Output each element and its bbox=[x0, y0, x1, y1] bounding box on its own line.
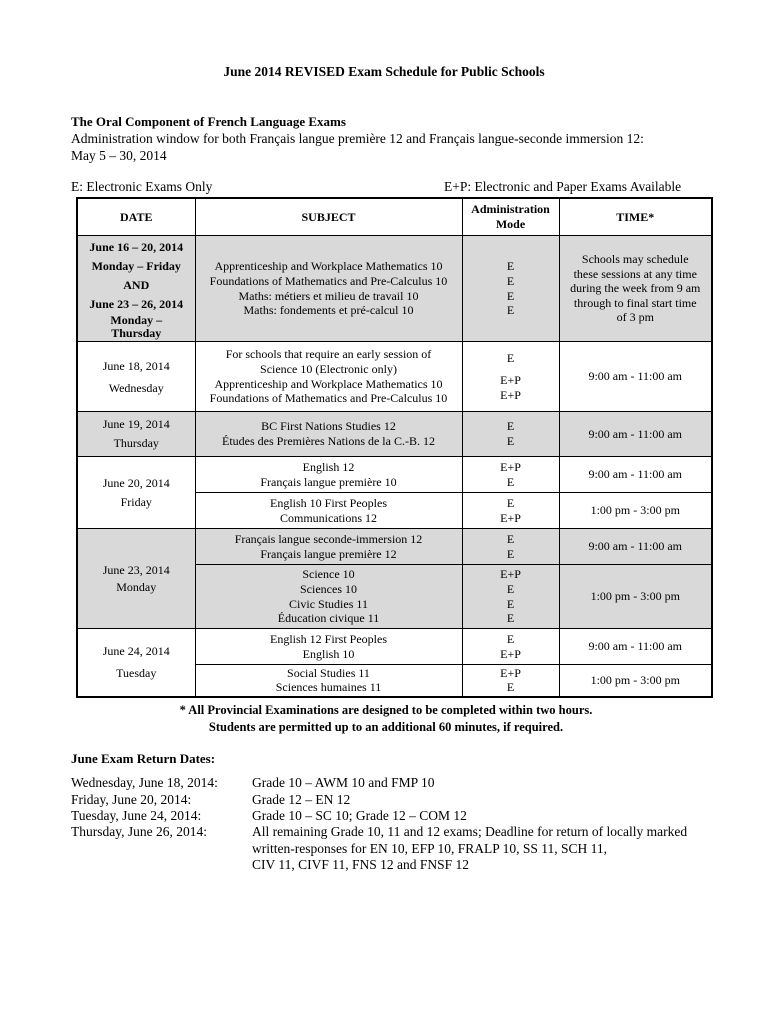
mode-line: E bbox=[506, 273, 515, 288]
mode-cell bbox=[462, 629, 559, 665]
mode-line: E bbox=[506, 474, 515, 489]
time-line: of 3 pm bbox=[616, 310, 654, 325]
subject-cell bbox=[195, 236, 462, 342]
mode-cell bbox=[462, 412, 559, 457]
return-date-detail: written-responses for EN 10, EFP 10, FRALP 10, SS 11, SCH 11, bbox=[252, 841, 608, 856]
date-line: Monday – bbox=[110, 312, 163, 327]
page-title: June 2014 REVISED Exam Schedule for Public Schools bbox=[223, 64, 545, 79]
mode-cell bbox=[462, 665, 559, 697]
header-subject: SUBJECT bbox=[195, 198, 462, 236]
mode-line: E+P bbox=[500, 459, 521, 474]
date-line: Wednesday bbox=[108, 380, 164, 395]
subject-line: Science 10 bbox=[302, 567, 355, 582]
table-row bbox=[77, 236, 712, 342]
time-line: Schools may schedule bbox=[581, 252, 689, 267]
date-line: June 18, 2014 bbox=[102, 358, 170, 373]
subject-cell bbox=[195, 412, 462, 457]
mode-line: E+P bbox=[500, 510, 521, 525]
subject-line: Civic Studies 11 bbox=[289, 596, 368, 611]
date-cell bbox=[77, 236, 195, 342]
table-row bbox=[77, 457, 712, 493]
header-mode-line: Mode bbox=[495, 217, 526, 231]
date-line: Thursday bbox=[111, 325, 162, 340]
date-line: June 20, 2014 bbox=[102, 475, 170, 490]
return-dates-heading: June Exam Return Dates: bbox=[71, 751, 216, 766]
subject-line: Communications 12 bbox=[280, 510, 377, 525]
mode-cell bbox=[462, 529, 559, 565]
table-row bbox=[77, 529, 712, 565]
date-line: June 19, 2014 bbox=[102, 417, 170, 431]
date-cell bbox=[77, 529, 195, 629]
mode-line: E bbox=[506, 546, 515, 561]
table-row bbox=[77, 342, 712, 412]
subject-line: Science 10 (Electronic only) bbox=[260, 361, 397, 376]
return-date-detail: CIV 11, CIVF 11, FNS 12 and FNSF 12 bbox=[252, 857, 470, 872]
mode-cell bbox=[462, 565, 559, 629]
footnote-line: Students are permitted up to an additional 60 minutes, if required. bbox=[208, 720, 564, 734]
legend-electronic-paper: E+P: Electronic and Paper Exams Available bbox=[444, 179, 682, 194]
mode-line: E bbox=[506, 680, 515, 695]
date-cell bbox=[77, 457, 195, 529]
return-date-detail: Grade 10 – AWM 10 and FMP 10 bbox=[252, 775, 435, 790]
time-line: these sessions at any time bbox=[573, 266, 697, 281]
time-line: during the week from 9 am bbox=[570, 281, 701, 296]
subject-line: English 12 First Peoples bbox=[269, 631, 387, 646]
subject-line: English 10 bbox=[302, 646, 355, 661]
oral-admin-window-dates: May 5 – 30, 2014 bbox=[71, 148, 167, 163]
oral-component-heading: The Oral Component of French Language Exams bbox=[71, 114, 346, 129]
subject-line: Éducation civique 11 bbox=[277, 611, 380, 626]
date-cell bbox=[77, 412, 195, 457]
mode-line: E bbox=[506, 259, 515, 274]
subject-line: Social Studies 11 bbox=[287, 665, 370, 680]
subject-line: Études des Premières Nations de la C.-B. 12 bbox=[222, 434, 435, 448]
subject-line: Sciences humaines 11 bbox=[275, 680, 382, 695]
subject-line: English 12 bbox=[302, 459, 355, 474]
mode-line: E bbox=[506, 350, 515, 365]
date-line: June 23 – 26, 2014 bbox=[89, 296, 184, 311]
mode-line: E bbox=[506, 631, 515, 646]
table-row bbox=[77, 412, 712, 457]
mode-line: E bbox=[506, 419, 515, 434]
subject-line: Foundations of Mathematics and Pre-Calculus 10 bbox=[209, 391, 448, 406]
return-date-label: Friday, June 20, 2014: bbox=[71, 792, 192, 807]
mode-line: E bbox=[506, 434, 515, 448]
header-date: DATE bbox=[77, 198, 195, 236]
subject-line: English 10 First Peoples bbox=[269, 495, 387, 510]
time-cell: 9:00 am - 11:00 am bbox=[559, 342, 712, 412]
subject-line: Français langue première 12 bbox=[260, 546, 397, 561]
mode-line: E+P bbox=[500, 646, 521, 661]
subject-cell bbox=[195, 342, 462, 412]
mode-line: E+P bbox=[500, 665, 521, 680]
mode-line: E+P bbox=[500, 387, 521, 402]
oral-admin-window-text: Administration window for both Français langue première 12 and Français langue-seconde immersion 12: bbox=[71, 131, 644, 146]
subject-line: Français langue première 10 bbox=[260, 474, 397, 489]
subject-cell bbox=[195, 457, 462, 493]
time-cell: 1:00 pm - 3:00 pm bbox=[559, 665, 712, 697]
mode-line: E bbox=[506, 303, 515, 318]
date-line: Monday – Friday bbox=[91, 258, 181, 273]
date-line: June 23, 2014 bbox=[102, 562, 170, 577]
mode-line: E bbox=[506, 288, 515, 303]
date-line: AND bbox=[123, 277, 150, 292]
time-cell: 9:00 am - 11:00 am bbox=[559, 629, 712, 665]
mode-cell bbox=[462, 493, 559, 529]
date-line: Thursday bbox=[113, 436, 159, 450]
subject-cell bbox=[195, 629, 462, 665]
subject-cell bbox=[195, 565, 462, 629]
footnote-line: * All Provincial Examinations are designed to be completed within two hours. bbox=[179, 703, 593, 717]
subject-line: Sciences 10 bbox=[300, 581, 357, 596]
date-line: June 16 – 20, 2014 bbox=[89, 239, 184, 254]
time-cell: 9:00 am - 11:00 am bbox=[559, 412, 712, 457]
table-row bbox=[77, 629, 712, 665]
subject-line: Français langue seconde-immersion 12 bbox=[234, 531, 423, 546]
subject-cell bbox=[195, 493, 462, 529]
mode-line: E bbox=[506, 581, 515, 596]
mode-line: E+P bbox=[500, 567, 521, 582]
return-date-label: Thursday, June 26, 2014: bbox=[71, 824, 207, 839]
time-line: through to final start time bbox=[573, 295, 697, 310]
date-line: Tuesday bbox=[116, 666, 157, 681]
mode-line: E bbox=[506, 611, 515, 626]
subject-line: Foundations of Mathematics and Pre-Calculus 10 bbox=[209, 273, 448, 288]
subject-line: Maths: fondements et pré-calcul 10 bbox=[243, 303, 414, 318]
mode-line: E bbox=[506, 495, 515, 510]
mode-line: E bbox=[506, 531, 515, 546]
mode-cell bbox=[462, 342, 559, 412]
date-line: Monday bbox=[116, 579, 157, 594]
mode-line: E bbox=[506, 596, 515, 611]
subject-cell bbox=[195, 529, 462, 565]
subject-line: Apprenticeship and Workplace Mathematics 10 bbox=[214, 259, 443, 274]
subject-line: Apprenticeship and Workplace Mathematics 10 bbox=[214, 376, 443, 391]
header-mode-line: Administration bbox=[471, 202, 550, 217]
header-mode bbox=[462, 198, 559, 236]
return-date-label: Wednesday, June 18, 2014: bbox=[71, 775, 218, 790]
mode-cell bbox=[462, 457, 559, 493]
time-cell: 1:00 pm - 3:00 pm bbox=[559, 565, 712, 629]
subject-line: For schools that require an early session of bbox=[225, 347, 432, 362]
mode-line: E+P bbox=[500, 373, 521, 388]
subject-cell bbox=[195, 665, 462, 697]
time-cell: 1:00 pm - 3:00 pm bbox=[559, 493, 712, 529]
date-cell bbox=[77, 629, 195, 697]
return-date-detail: Grade 10 – SC 10; Grade 12 – COM 12 bbox=[252, 808, 467, 823]
table-header-row bbox=[77, 198, 712, 236]
subject-line: BC First Nations Studies 12 bbox=[261, 419, 396, 434]
time-cell bbox=[559, 236, 712, 342]
date-line: Friday bbox=[120, 494, 152, 509]
date-cell bbox=[77, 342, 195, 412]
return-date-detail: All remaining Grade 10, 11 and 12 exams; Deadline for return of locally marked bbox=[252, 824, 688, 839]
header-time: TIME* bbox=[559, 198, 712, 236]
return-date-label: Tuesday, June 24, 2014: bbox=[71, 808, 202, 823]
date-line: June 24, 2014 bbox=[102, 644, 170, 659]
subject-line: Maths: métiers et milieu de travail 10 bbox=[238, 288, 419, 303]
legend-electronic: E: Electronic Exams Only bbox=[71, 179, 213, 194]
time-cell: 9:00 am - 11:00 am bbox=[559, 529, 712, 565]
time-cell: 9:00 am - 11:00 am bbox=[559, 457, 712, 493]
exam-schedule-table bbox=[76, 197, 713, 698]
return-date-detail: Grade 12 – EN 12 bbox=[252, 792, 351, 807]
mode-cell bbox=[462, 236, 559, 342]
